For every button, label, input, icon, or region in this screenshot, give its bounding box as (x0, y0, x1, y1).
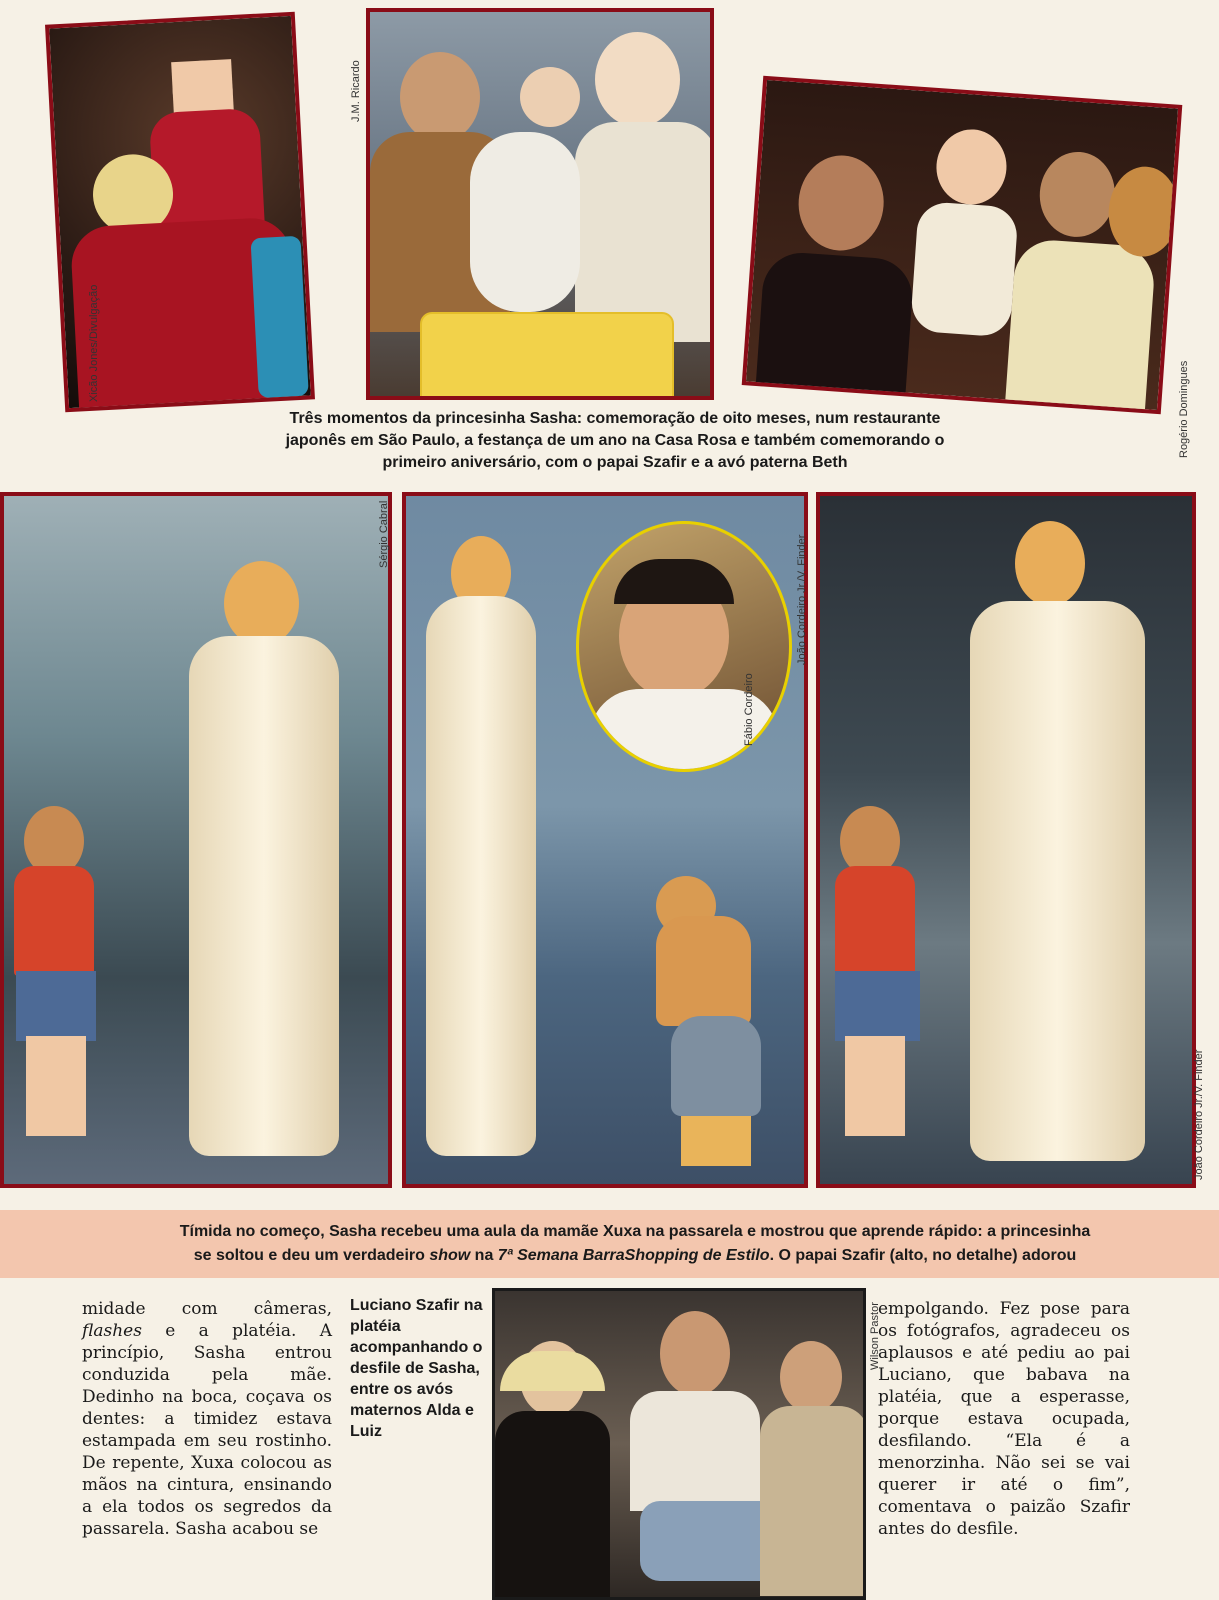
article-paragraph (82, 1298, 332, 1540)
top-photos-caption (205, 408, 1025, 474)
photo-audience (492, 1288, 866, 1600)
article-column-1 (82, 1298, 332, 1540)
photo-credit: Sérgio Cabral (378, 500, 390, 568)
photo-grandmother-father (742, 76, 1183, 415)
photo-credit: Rogério Domingues (1178, 360, 1190, 458)
caption-line: Três momentos da princesinha Sasha: comemoração de oito meses, num restaurante (289, 410, 941, 427)
article-fragment: e a platéia. A princípio, Sasha entrou conduzida pela mãe. Dedinho na boca, coçava os dentes: a timidez estava estampada em seu rostinho. De repente, Xuxa colocou as mãos na cintura, ensinando a ela todos os segredos da passarela. Sasha acabou se (82, 1321, 332, 1539)
article-fragment: midade com câmeras, (82, 1299, 332, 1319)
article-paragraph: empolgando. Fez pose para os fotógrafos, agradeceu os aplausos e até pediu ao pai Luciano, que babava na platéia, que a esperasse, porque estava ocupada, desfilando. “Ela é a menorzinha. Não sei se vai querer ir até o fim”, comentava o paizão Szafir antes do desfile. (878, 1299, 1130, 1539)
caption-line: Tímida no começo, Sasha recebeu uma aula da mamãe Xuxa na passarela e mostrou que aprende rápido: a princesinha (179, 1223, 1091, 1240)
caption-fragment: show (429, 1247, 471, 1264)
inset-credit: Fábio Cordeiro (743, 673, 755, 746)
photo-credit: Xicão Jones/Divulgação (88, 284, 100, 402)
photo-baby-restaurant (45, 12, 315, 413)
caption-line: primeiro aniversário, com o papai Szafir e a avó paterna Beth (382, 454, 848, 471)
photo-birthday-cake (366, 8, 714, 400)
photo-credit: J.M. Ricardo (350, 60, 362, 122)
side-photo-caption: Luciano Szafir na platéia acompanhando o desfile de Sasha, entre os avós maternos Alda e Luiz (350, 1297, 483, 1440)
caption-fragment: na (470, 1247, 498, 1264)
photo-runway-2 (402, 492, 808, 1188)
caption-line (60, 1244, 1210, 1268)
photo-credit: João Cordeiro Jr./V. Finder (796, 534, 808, 665)
photo-runway-1 (0, 492, 392, 1188)
article-column-3 (878, 1298, 1130, 1540)
caption-line: japonês em São Paulo, a festança de um ano na Casa Rosa e também comemorando o (285, 432, 945, 449)
caption-fragment: se soltou e deu um verdadeiro (193, 1247, 430, 1264)
caption-fragment: 7ª Semana BarraShopping de Estilo (497, 1247, 770, 1264)
caption-fragment: . O papai Szafir (alto, no detalhe) adorou (769, 1247, 1077, 1264)
photo-runway-3 (816, 492, 1196, 1188)
inset-father-oval (576, 521, 792, 772)
photo-credit: Wilson Pastor (869, 1302, 881, 1370)
photo-credit: João Cordeiro Jr./V. Finder (1193, 1049, 1205, 1180)
article-fragment: flashes (82, 1321, 142, 1341)
runway-caption (60, 1220, 1210, 1268)
